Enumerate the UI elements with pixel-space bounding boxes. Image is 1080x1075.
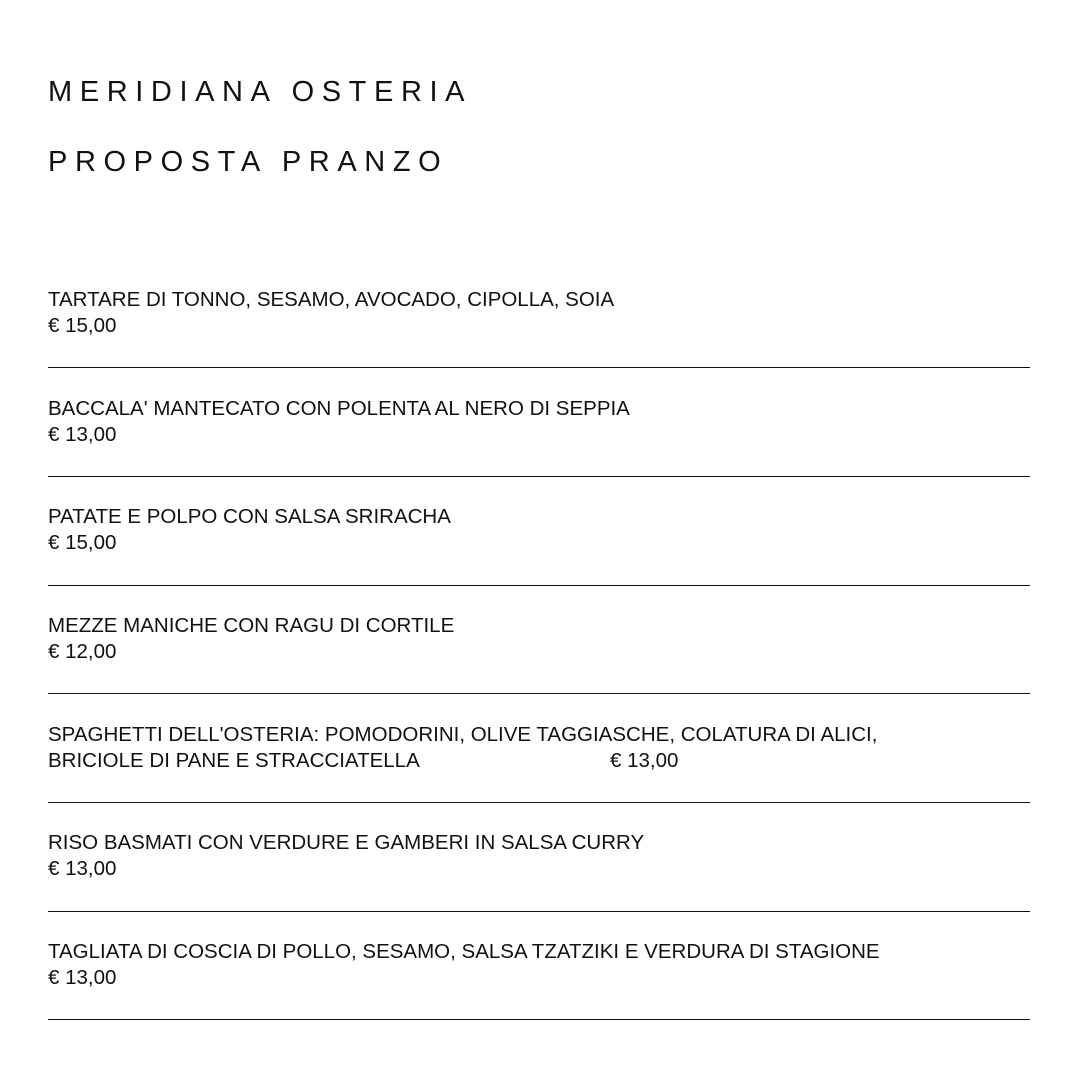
divider [48,1019,1030,1020]
dish-name: TAGLIATA DI COSCIA DI POLLO, SESAMO, SALSA TZATZIKI E VERDURA DI STAGIONE [48,940,880,963]
dish-price: € 13,00 [48,423,117,446]
dish-name: MEZZE MANICHE CON RAGU DI CORTILE [48,614,455,637]
divider [48,693,1030,694]
menu-item [48,396,1030,448]
divider [48,802,1030,803]
dish-price: € 12,00 [48,640,117,663]
dish-price: € 15,00 [48,314,117,337]
menu-item [48,287,1030,339]
menu-title: PROPOSTA PRANZO [48,146,449,178]
dish-name-line2-row [48,748,1030,774]
divider [48,367,1030,368]
dish-name: BACCALA' MANTECATO CON POLENTA AL NERO DI SEPPIA [48,397,630,420]
menu-item [48,504,1030,556]
menu-item [48,830,1030,882]
menu-item [48,722,1030,774]
divider [48,585,1030,586]
menu-item [48,939,1030,991]
dish-name: SPAGHETTI DELL'OSTERIA: POMODORINI, OLIVE TAGGIASCHE, COLATURA DI ALICI, [48,723,878,746]
dish-price: € 13,00 [48,966,117,989]
menu-item [48,613,1030,665]
dish-price: € 15,00 [48,531,117,554]
dish-name: RISO BASMATI CON VERDURE E GAMBERI IN SALSA CURRY [48,831,645,854]
dish-name: PATATE E POLPO CON SALSA SRIRACHA [48,505,451,528]
divider [48,911,1030,912]
restaurant-name: MERIDIANA OSTERIA [48,76,473,108]
dish-name: TARTARE DI TONNO, SESAMO, AVOCADO, CIPOLLA, SOIA [48,288,615,311]
dish-price: € 13,00 [48,857,117,880]
divider [48,476,1030,477]
dish-price: € 13,00 [610,749,679,772]
dish-name-line2: BRICIOLE DI PANE E STRACCIATELLA [48,749,420,772]
